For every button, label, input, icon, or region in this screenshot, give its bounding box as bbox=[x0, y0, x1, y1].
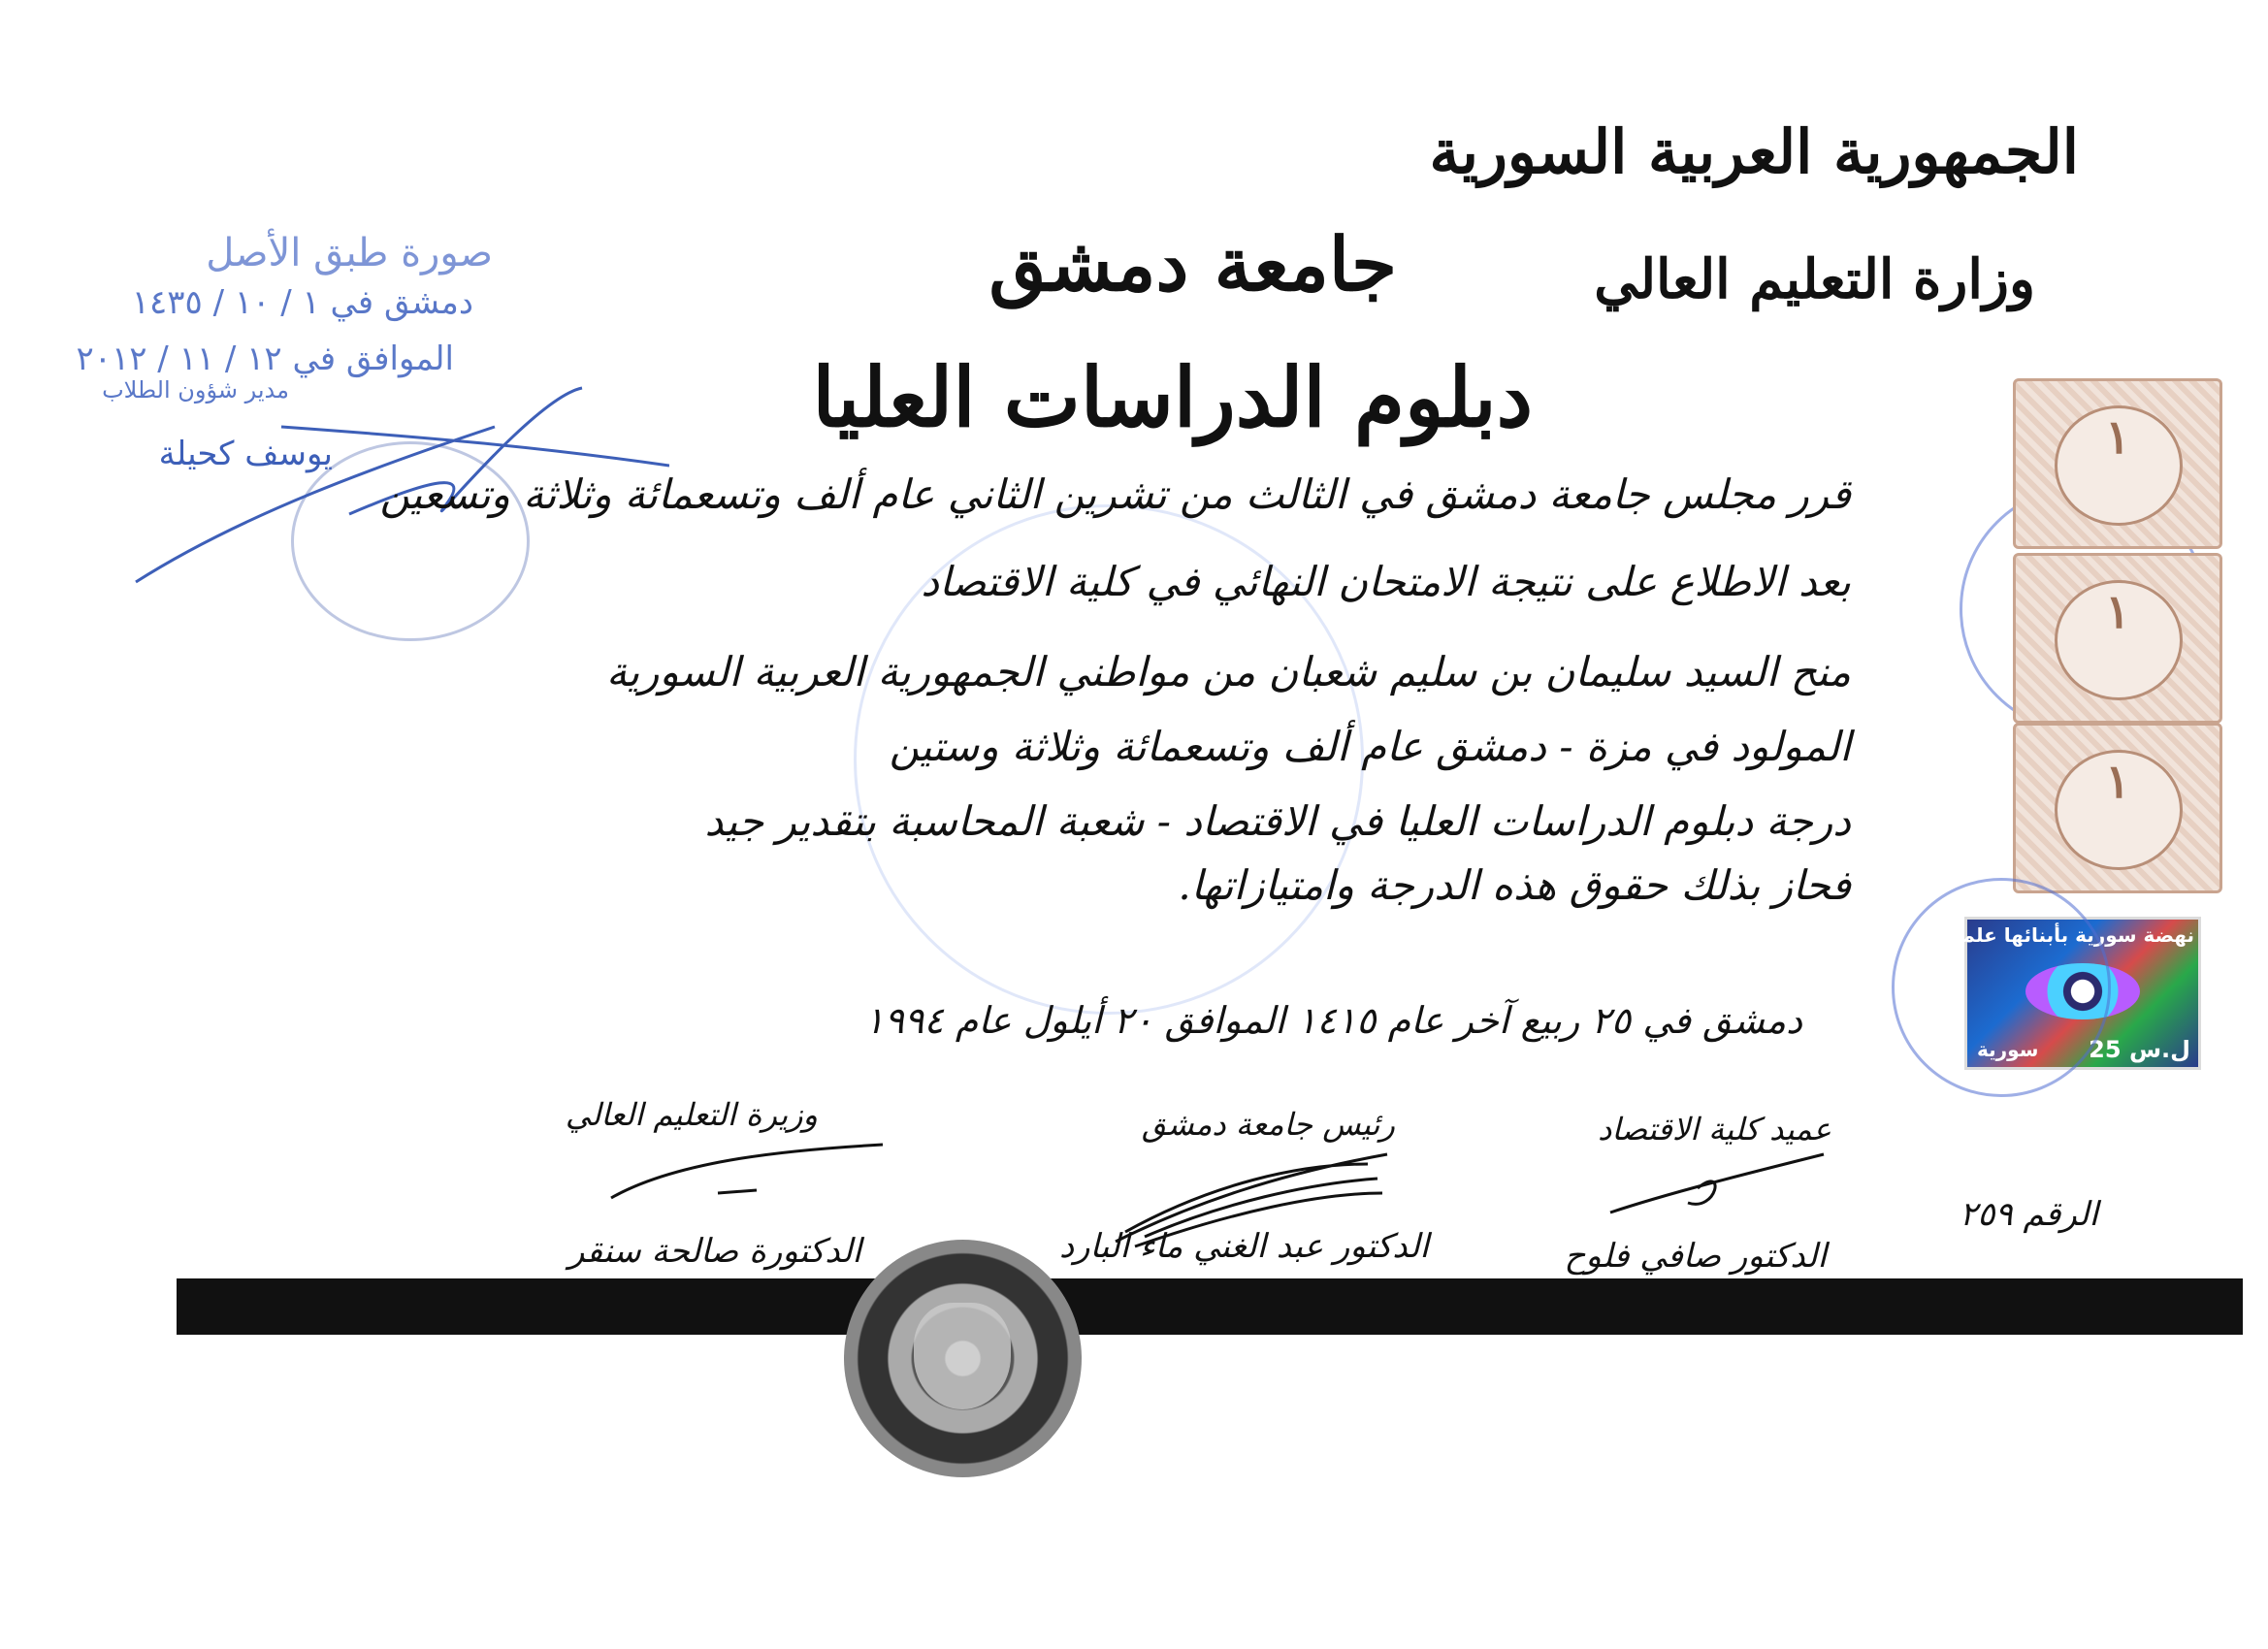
revenue-stamp-value: ١ bbox=[2105, 410, 2130, 465]
university-heading: جامعة دمشق bbox=[988, 221, 1397, 307]
dean-signature-icon bbox=[1601, 1145, 1833, 1222]
copy-stamp-signer: يوسف كحيلة bbox=[158, 435, 333, 473]
revenue-stamp-value: ١ bbox=[2105, 755, 2130, 809]
postage-stamp-country: سورية bbox=[1977, 1038, 2039, 1061]
copy-stamp-office: مدير شؤون الطلاب bbox=[102, 376, 289, 404]
issue-date: دمشق في ٢٥ ربيع آخر عام ١٤١٥ الموافق ٢٠ أيلول عام ١٩٩٤ bbox=[864, 999, 1802, 1042]
revenue-stamp bbox=[2013, 723, 2222, 893]
ink-stamp-circle bbox=[1892, 878, 2111, 1097]
registration-number: الرقم ٢٥٩ bbox=[1959, 1195, 2098, 1234]
revenue-stamp-value: ١ bbox=[2105, 585, 2130, 639]
body-line: قرر مجلس جامعة دمشق في الثالث من تشرين الثاني عام ألف وتسعمائة وثلاثة وتسعين bbox=[379, 470, 1851, 518]
revenue-stamp bbox=[2013, 553, 2222, 724]
body-line: بعد الاطلاع على نتيجة الامتحان النهائي في كلية الاقتصاد bbox=[921, 558, 1851, 605]
president-name: الدكتور عبد الغني ماء البارد bbox=[1058, 1227, 1429, 1266]
copy-stamp-title: صورة طبق الأصل bbox=[206, 231, 493, 275]
minister-signature-icon bbox=[601, 1140, 892, 1208]
embossed-seal-icon bbox=[844, 1240, 1082, 1477]
minister-name: الدكتورة صالحة سنقر bbox=[568, 1232, 861, 1271]
ministry-heading: وزارة التعليم العالي bbox=[1594, 247, 2035, 311]
republic-heading: الجمهورية العربية السورية bbox=[1429, 116, 2079, 187]
dean-title: عميد كلية الاقتصاد bbox=[1598, 1111, 1831, 1148]
diploma-title: دبلوم الدراسات العليا bbox=[812, 349, 1533, 445]
bottom-border-bar bbox=[177, 1278, 2243, 1335]
president-title: رئيس جامعة دمشق bbox=[1141, 1106, 1395, 1143]
revenue-stamp bbox=[2013, 378, 2222, 549]
dean-name: الدكتور صافي فلوح bbox=[1564, 1237, 1827, 1276]
copy-stamp-date: دمشق في ١ / ١٠ / ١٤٣٥ bbox=[131, 283, 473, 322]
eagle-emblem-icon bbox=[914, 1303, 1011, 1409]
postage-stamp-caption: نهضة سورية بأبنائها علماؤها bbox=[1923, 923, 2194, 947]
copy-stamp-date-greg: الموافق في ١٢ / ١١ / ٢٠١٢ bbox=[76, 340, 454, 378]
body-line: درجة دبلوم الدراسات العليا في الاقتصاد - شعبة المحاسبة بتقدير جيد bbox=[704, 797, 1851, 845]
minister-title: وزيرة التعليم العالي bbox=[565, 1096, 818, 1133]
body-line: منح السيد سليمان بن سليم شعبان من مواطني الجمهورية العربية السورية bbox=[605, 648, 1851, 695]
body-line: فحاز بذلك حقوق هذه الدرجة وامتيازاتها. bbox=[1178, 861, 1851, 909]
postage-stamp-price: 25 ل.س bbox=[2089, 1036, 2190, 1063]
body-line: المولود في مزة - دمشق عام ألف وتسعمائة وثلاثة وستين bbox=[889, 723, 1851, 770]
